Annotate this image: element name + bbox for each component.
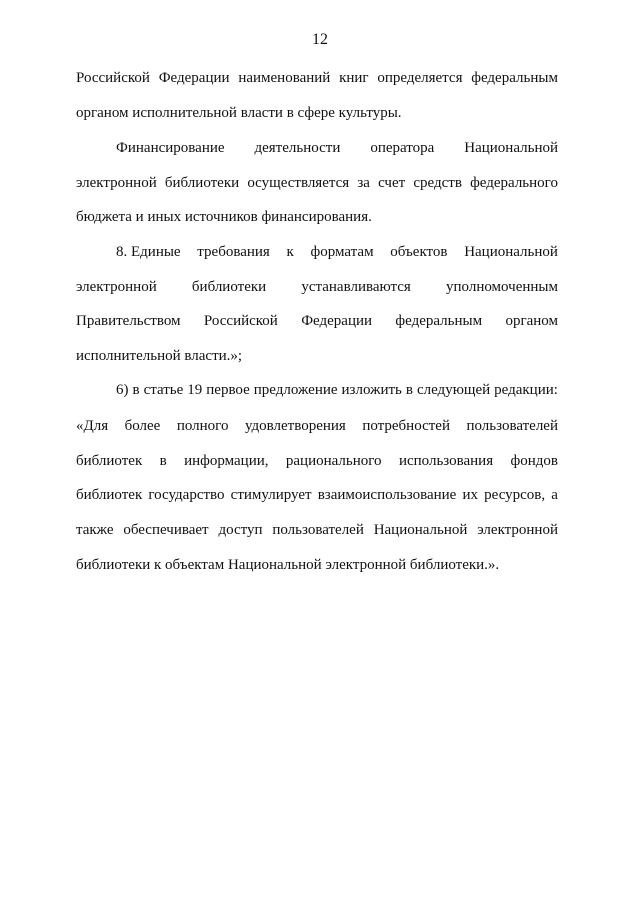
word: органом	[505, 313, 558, 330]
word: осуществляется	[247, 174, 350, 191]
word: «Для	[76, 418, 109, 434]
word: следующей	[416, 382, 491, 398]
page-number: 12	[312, 31, 328, 48]
text-line: исполнительной власти.»;	[76, 348, 243, 365]
word: федеральным	[471, 70, 558, 86]
word: библиотеки	[164, 174, 240, 191]
text-line	[76, 485, 558, 520]
word: их	[462, 487, 479, 504]
word: более	[124, 418, 161, 434]
word: 19	[187, 382, 203, 398]
word: Финансирование	[116, 140, 225, 156]
word: пользователей	[466, 418, 558, 434]
text-line	[76, 173, 558, 208]
text-line	[76, 68, 558, 103]
word: наименований	[238, 70, 331, 86]
word: электронной	[477, 522, 558, 539]
text-line	[76, 138, 558, 173]
word: библиотек	[76, 452, 143, 469]
text-line: библиотеки к объектам Национальной электронной библиотеки.».	[76, 556, 500, 573]
text-line	[76, 311, 558, 346]
word: рационального	[285, 452, 382, 469]
text-line	[76, 520, 558, 555]
word: требования	[197, 244, 270, 260]
word: Национальной	[464, 244, 558, 260]
text-line	[76, 242, 558, 277]
word: стимулирует	[230, 487, 312, 504]
word: предложение	[253, 382, 338, 398]
word: использования	[398, 452, 494, 469]
word: редакции:	[494, 382, 558, 398]
paragraph-item-6	[76, 380, 558, 415]
word: объектов	[390, 244, 448, 260]
paragraph-quoted-text	[76, 416, 558, 589]
word: федерального	[470, 174, 558, 191]
word: ресурсов,	[484, 487, 546, 504]
word: электронной	[76, 278, 157, 295]
word: к	[286, 244, 294, 260]
word: книг	[339, 70, 369, 86]
paragraph-continuation	[76, 68, 558, 137]
paragraph-financing	[76, 138, 558, 242]
word: также	[76, 522, 114, 539]
word: федеральным	[395, 313, 483, 330]
word: полного	[176, 418, 229, 434]
text-line	[76, 451, 558, 486]
word: обеспечивает	[123, 522, 209, 539]
word: Национальной	[373, 522, 468, 539]
word: электронной	[76, 174, 157, 191]
word: оператора	[370, 140, 435, 156]
word: за	[357, 174, 370, 191]
word: деятельности	[254, 140, 341, 156]
word: библиотеки	[191, 278, 267, 295]
word: Российской	[76, 70, 150, 86]
word: взаимоиспользование	[317, 487, 457, 504]
word: 6)	[116, 382, 129, 398]
word: первое	[206, 382, 250, 398]
paragraph-item-8	[76, 242, 558, 381]
text-line: органом исполнительной власти в сфере культуры.	[76, 104, 402, 121]
word: потребностей	[362, 418, 450, 434]
word: счет	[378, 174, 406, 191]
word: определяется	[377, 70, 463, 86]
word: Российской	[203, 313, 278, 330]
text-line: бюджета и иных источников финансирования.	[76, 209, 372, 226]
word: 8. Единые	[116, 244, 181, 260]
word: статье	[143, 382, 184, 398]
word: Федерации	[158, 70, 230, 86]
word: в	[132, 382, 140, 398]
word: изложить	[341, 382, 402, 398]
text-line	[76, 416, 558, 451]
word: в	[405, 382, 413, 398]
word: удовлетворения	[244, 418, 346, 434]
word: государство	[148, 487, 225, 504]
word: форматам	[310, 244, 374, 260]
word: Национальной	[464, 140, 558, 156]
word: пользователей	[272, 522, 364, 539]
word: уполномоченным	[446, 278, 558, 295]
word: Правительством	[76, 313, 181, 330]
word: доступ	[218, 522, 263, 539]
word: средств	[413, 174, 462, 191]
word: Федерации	[301, 313, 373, 330]
word: а	[551, 487, 558, 504]
word: библиотек	[76, 487, 143, 504]
word: устанавливаются	[301, 278, 411, 295]
text-line	[76, 277, 558, 312]
text-line	[76, 380, 558, 415]
word: фондов	[510, 452, 558, 469]
word: информации,	[184, 452, 269, 469]
word: в	[159, 452, 167, 469]
